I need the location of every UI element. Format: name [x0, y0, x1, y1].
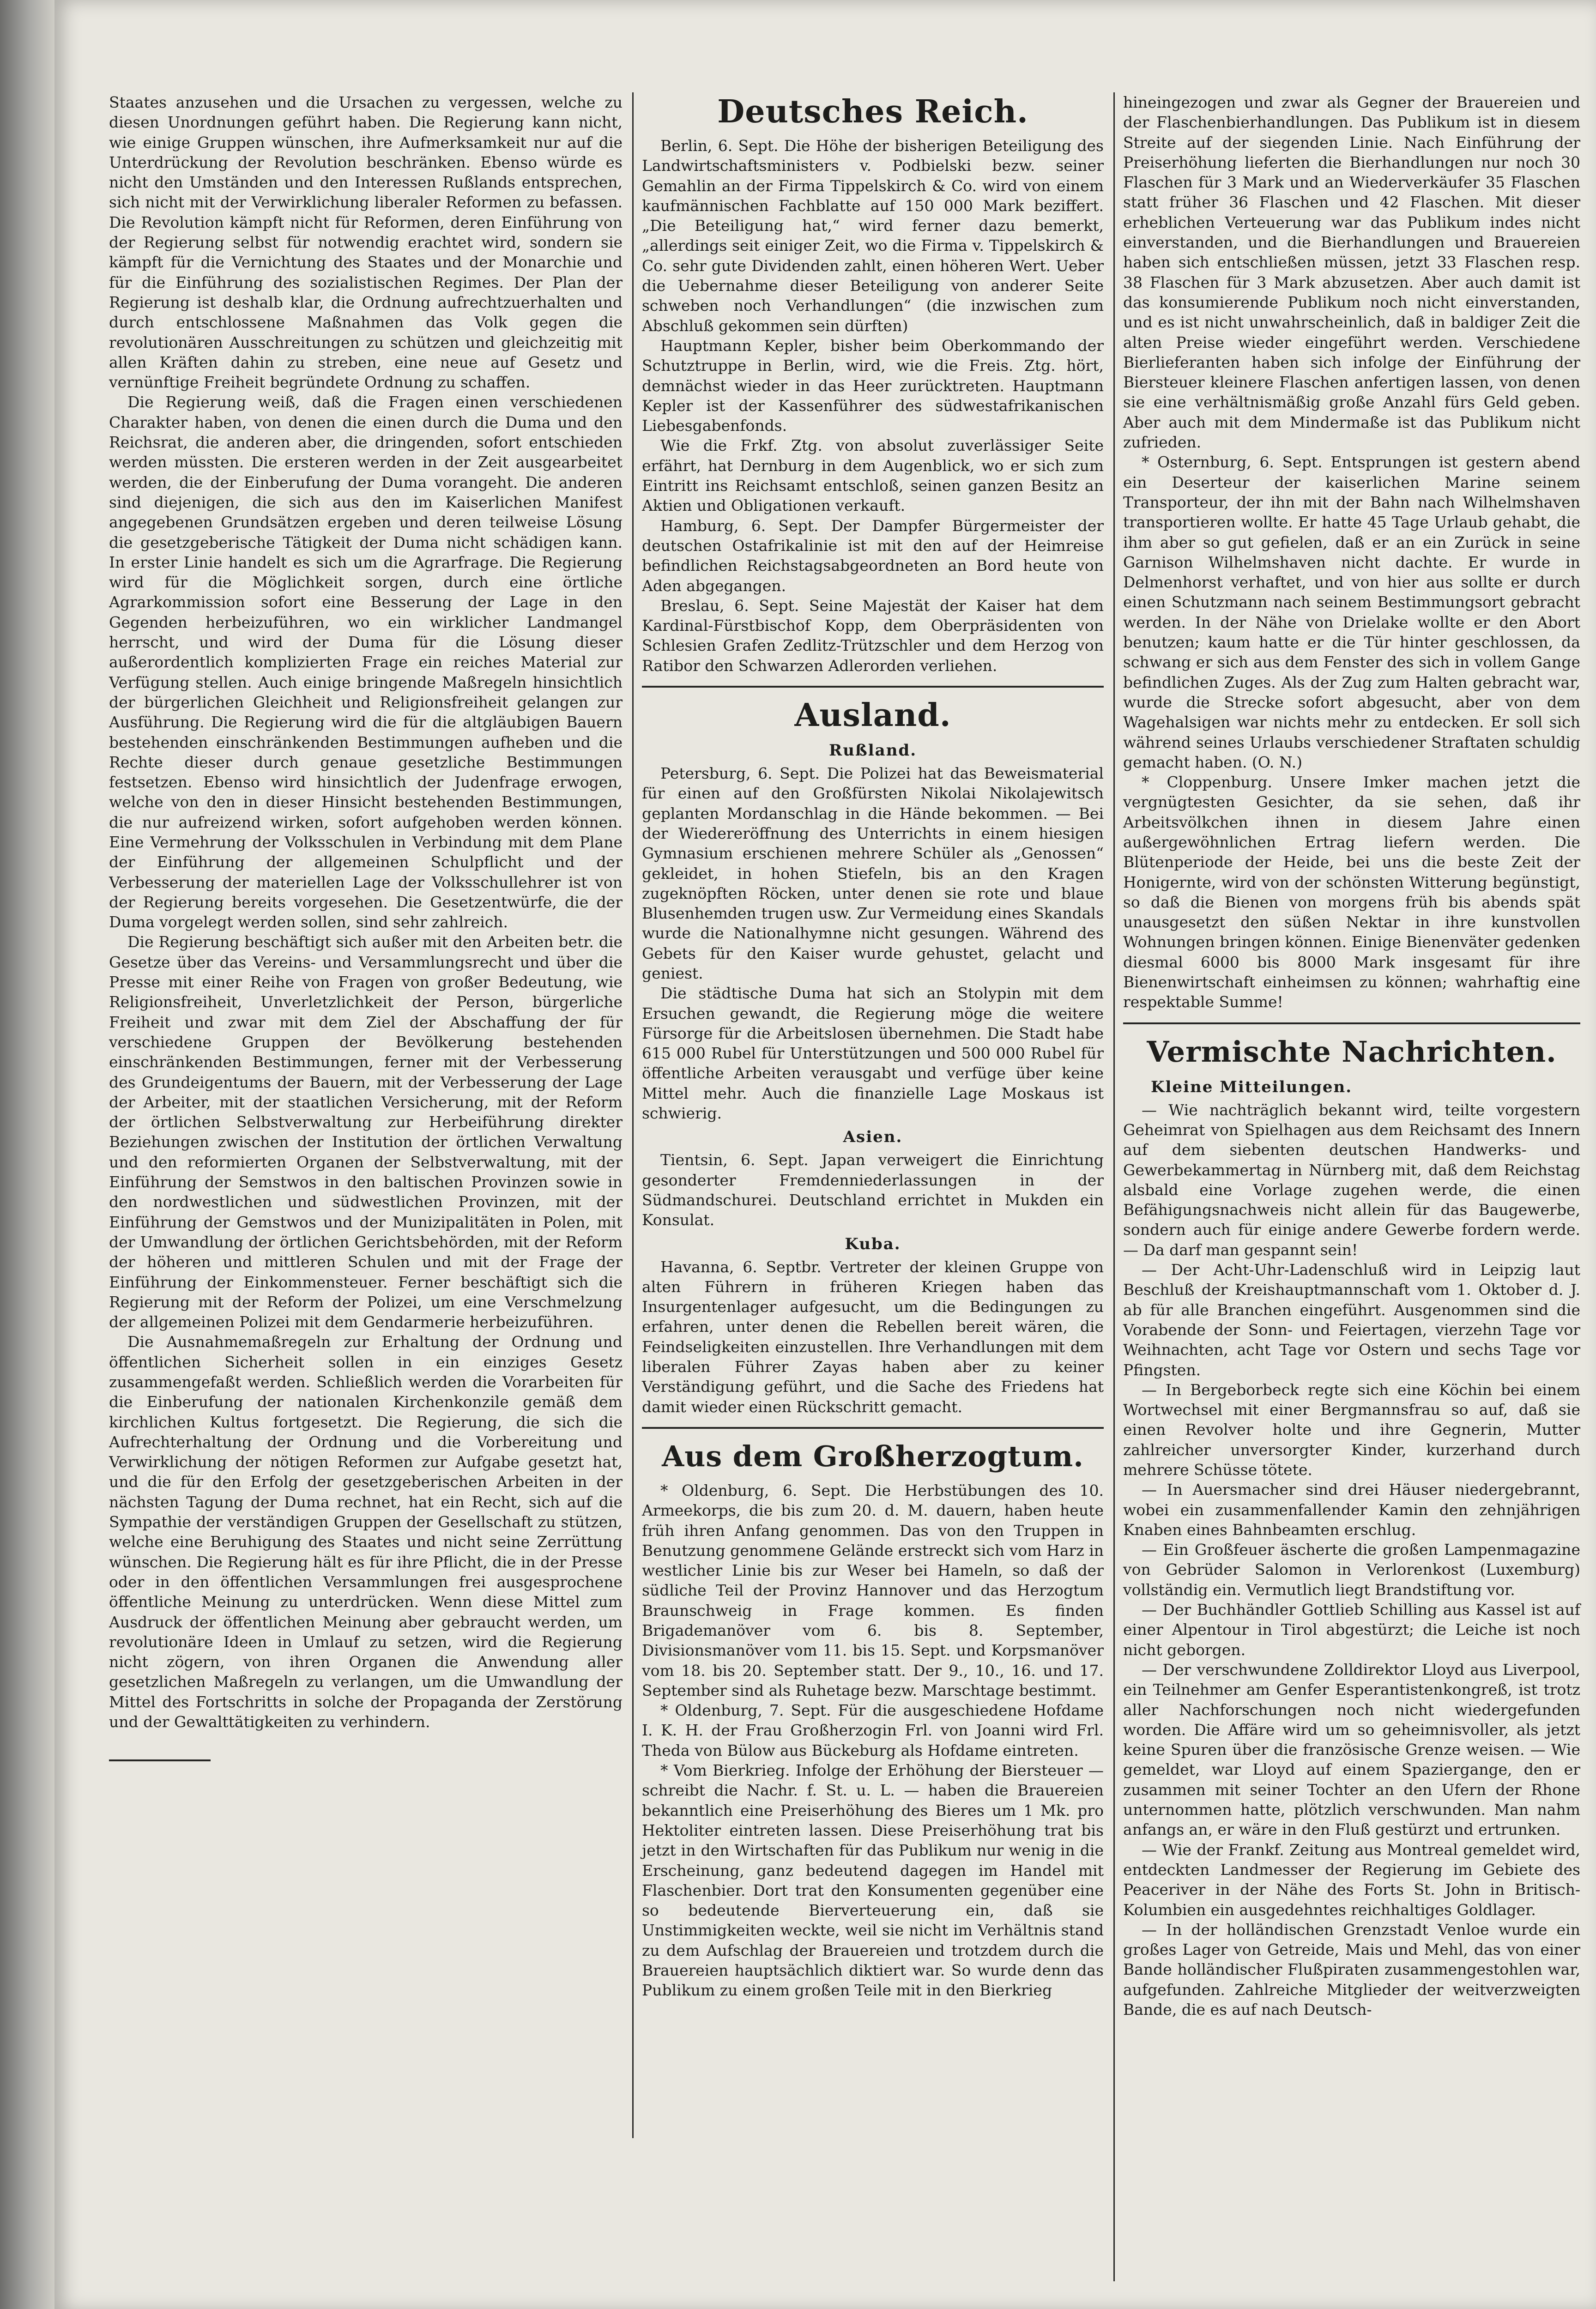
- news-item: * Osternburg, 6. Sept. Entsprungen ist gestern abend ein Deserteur der kaiserlichen Marine seinem Transporteur, der ihn mit der Bahn nach Wilhelmshaven transportieren wollte. Er hatte 45 Tage Urlaub gehabt, die ihm aber so gut gefielen, daß er an ein Zurück in seine Garnison Wilhelmshaven nicht dachte. Er wurde in Delmenhorst verhaftet, und von hier aus sollte er durch einen Schutzmann nach seinem Bestimmungsort gebracht werden. In der Nähe von Drielake wollte er den Abort benutzen; kaum hatte er die Tür hinter geschlossen, da schwang er sich aus dem Fenster des sich in vollem Gange befindlichen Zuges. Als der Zug zum Halten gebracht war, wurde die Strecke sofort abgesucht, aber von dem Wagehalsigen war nichts mehr zu entdecken. Er soll sich während seines Urlaubs verschiedener Straftaten schuldig gemacht haben. (O. N.): [1123, 453, 1580, 771]
- news-item: — Der Buchhändler Gottlieb Schilling aus Kassel ist auf einer Alpentour in Tirol abgestürzt; die Leiche ist noch nicht geborgen.: [1123, 1601, 1580, 1659]
- section-rule: [1123, 1022, 1580, 1024]
- article-paragraph: Die Regierung beschäftigt sich außer mit den Arbeiten betr. die Gesetze über das Vereins- und Versammlungsrecht und über die Presse mit einer Reihe von Fragen von großer Bedeutung, wie Religionsfreiheit, Unverletzlichkeit der Person, bürgerliche Freiheit und zwar mit dem Ziel der Abschaffung der für verschiedene Gruppen der Bevölkerung bestehenden einschränkenden Bestimmungen, ferner mit der Verbesserung des Grundeigentums der Bauern, mit der Verbesserung der Lage der Arbeiter, mit der staatlichen Versicherung, mit der Reform der örtlichen Selbstverwaltung zur Herbeiführung direkter Beziehungen zwischen der Institution der örtlichen Verwaltung und den reformierten Organen der Selbstverwaltung, mit der Einführung der Semstwos in den baltischen Provinzen sowie in den nordwestlichen und südwestlichen Provinzen, mit der Einführung der Gemstwos und der Munizipalitäten in Polen, mit der Umwandlung der örtlichen Gerichtsbehörden, mit der Reform der höheren und mittleren Schulen und mit der Frage der Einführung der Einkommensteuer. Ferner beschäftigt sich die Regierung mit der Reform der Polizei, um eine Verschmelzung der allgemeinen Polizei mit dem Gendarmerie herbeizuführen.: [109, 933, 623, 1331]
- section-heading-vermischte-nachrichten: Vermischte Nachrichten.: [1147, 1034, 1557, 1069]
- news-item: Die städtische Duma hat sich an Stolypin mit dem Ersuchen gewandt, die Regierung möge die weitere Fürsorge für die Arbeitslosen übernehmen. Die Stadt habe 615 000 Rubel für Unterstützungen und 500 000 Rubel für öffentliche Arbeiten verausgabt und verfüge über keine Mittel mehr. Auch die finanzielle Lage Moskaus ist schwierig.: [642, 984, 1104, 1123]
- news-item: — Der verschwundene Zolldirektor Lloyd aus Liverpool, ein Teilnehmer am Genfer Esperantistenkongreß, ist trotz aller Nachforschungen noch nicht wiedergefunden worden. Die Affäre wird um so geheimnisvoller, als jetzt keine Spuren über die französische Grenze weisen. — Wie gemeldet, war Lloyd auf einem Spaziergange, den er zusammen mit seiner Tochter an den Ufern der Rhone unternommen hatte, plötzlich verschwunden. Man nahm anfangs an, er wäre in den Fluß gestürzt und ertrunken.: [1123, 1660, 1580, 1839]
- news-item: — Wie der Frankf. Zeitung aus Montreal gemeldet wird, entdeckten Landmesser der Regierung im Gebiete des Peaceriver in der Nähe des Forts St. John in Britisch-Kolumbien ein ausgedehntes reichhaltiges Goldlager.: [1123, 1840, 1580, 1919]
- news-item: hineingezogen und zwar als Gegner der Brauereien und der Flaschenbierhandlungen. Das Publikum ist in diesem Streite auf der siegenden Linie. Nach Einführung der Preiserhöhung lieferten die Bierhandlungen nur noch 30 Flaschen für 3 Mark und an Wiederverkäufer 35 Flaschen statt früher 36 Flaschen und 42 Flaschen. Mit dieser erheblichen Verteuerung war das Publikum indes nicht einverstanden, und die Bierhandlungen und Brauereien haben sich entschließen müssen, jetzt 33 Flaschen resp. 38 Flaschen für 3 Mark abzusetzen. Aber auch damit ist das konsumierende Publikum noch nicht einverstanden, und es ist nicht unwahrscheinlich, daß in baldiger Zeit die alten Preise wieder eingeführt werden. Verschiedene Bierlieferanten haben sich infolge der Einführung der Biersteuer kleinere Flaschen anfertigen lassen, von denen sie eine verhältnismäßig große Anzahl fürs Geld geben. Aber auch mit dem Mindermaße ist das Publikum nicht zufrieden.: [1123, 93, 1580, 452]
- end-rule: [109, 1759, 211, 1761]
- section-heading-ausland: Ausland.: [794, 697, 951, 734]
- column-divider-2: [1113, 92, 1115, 2281]
- news-item: Havanna, 6. Septbr. Vertreter der kleinen Gruppe von alten Führern in früheren Kriegen haben das Insurgentenlager aufgesucht, um die Bedingungen zu erfahren, unter denen die Rebellen bereit wären, die Feindseligkeiten einzustellen. Ihre Verhandlungen mit dem liberalen Führer Zayas haben aber zu keiner Verständigung geführt, und die Sache des Friedens hat damit wieder einen Rückschritt gemacht.: [642, 1257, 1104, 1416]
- article-paragraph: Staates anzusehen und die Ursachen zu vergessen, welche zu diesen Unordnungen geführt haben. Die Regierung kann nicht, wie einige Gruppen wünschen, ihre Aufmerksamkeit nur auf die Unterdrückung der Revolution beschränken. Ebenso würde es nicht den Umständen und den Interessen Rußlands entsprechen, sich nicht mit der Verwirklichung liberaler Reformen zu befassen. Die Revolution kämpft nicht für Reformen, deren Einführung von der Regierung selbst für notwendig erachtet wird, sondern sie kämpft für die Vernichtung des Staates und der Monarchie und für die Einführung des sozialistischen Regimes. Der Plan der Regierung ist deshalb klar, die Ordnung aufrechtzuerhalten und durch entschlossene Maßnahmen das Volk gegen die revolutionären Ausschreitungen zu schützen und gleichzeitig mit allen Kräften dahin zu streben, eine neue auf Gesetz und vernünftige Freiheit begründete Ordnung zu schaffen.: [109, 93, 623, 392]
- news-item: — Wie nachträglich bekannt wird, teilte vorgestern Geheimrat von Spielhagen aus dem Reichsamt des Innern auf dem siebenten deutschen Handwerks- und Gewerbekammertag in Nürnberg mit, daß dem Reichstag alsbald eine Vorlage zugehen werde, die einen Befähigungsnachweis nicht allein für das Baugewerbe, sondern auch für einige andere Gewerbe fordern werde. — Da darf man gespannt sein!: [1123, 1100, 1580, 1259]
- news-item: — In der holländischen Grenzstadt Venloe wurde ein großes Lager von Getreide, Mais und Mehl, das von einer Bande holländischer Flußpiraten zusammengestohlen war, aufgefunden. Zahlreiche Mitglieder der weitverzweigten Bande, die es auf nach Deutsch-: [1123, 1920, 1580, 2019]
- column-1: [109, 92, 623, 1761]
- subheading-asien: Asien.: [843, 1128, 903, 1147]
- news-item: Berlin, 6. Sept. Die Höhe der bisherigen Beteiligung des Landwirtschaftsministers v. Podbielski bezw. seiner Gemahlin an der Firma Tippelskirch & Co. wird von einem kaufmännischen Fachblatte auf 150 000 Mark beziffert. „Die Beteiligung hat,“ wird ferner dazu bemerkt, „allerdings seit einiger Zeit, wo die Firma v. Tippelskirch & Co. sehr gute Dividenden zahlt, einen höheren Wert. Ueber die Uebernahme dieser Beteiligung von anderer Seite schweben noch Verhandlungen“ (die inzwischen zum Abschluß gekommen sein dürften): [642, 137, 1104, 335]
- news-item: — In Bergeborbeck regte sich eine Köchin bei einem Wortwechsel mit einer Bergmannsfrau so auf, daß sie einen Revolver holte und ihre Gegnerin, Mutter zahlreicher unversorgter Kinder, kurzerhand durch mehrere Schüsse tötete.: [1123, 1380, 1580, 1479]
- column-2: [642, 92, 1104, 2001]
- news-item: * Oldenburg, 6. Sept. Die Herbstübungen des 10. Armeekorps, die bis zum 20. d. M. dauern, haben heute früh ihren Anfang genommen. Das von den Truppen in Benutzung genommene Gelände erstreckt sich vom Harz in westlicher Linie bis zur Weser bei Hameln, so daß der südliche Teil der Provinz Hannover und das Herzogtum Braunschweig in Frage kommen. Es finden Brigademanöver vom 6. bis 8. September, Divisionsmanöver vom 11. bis 15. Sept. und Korpsmanöver vom 18. bis 20. September statt. Der 9., 10., 16. und 17. September sind als Ruhetage bezw. Marschtage bestimmt.: [642, 1481, 1104, 1699]
- article-paragraph: Die Ausnahmemaßregeln zur Erhaltung der Ordnung und öffentlichen Sicherheit sollen in ein einziges Gesetz zusammengefaßt werden. Schließlich werden die Vorarbeiten für die Einberufung der nationalen Kirchenkonzile gemäß dem kirchlichen Kultus fortgesetzt. Die Regierung, die sich die Aufrechterhaltung der Ordnung und die Vorbereitung und Verwirklichung der nötigen Reformen zur Aufgabe gesetzt hat, und die für den Erfolg der gesetzgeberischen Arbeiten in der nächsten Tagung der Duma rechnet, hat ein Recht, sich auf die Sympathie der verständigen Gruppen der Gesellschaft zu stützen, welche eine Beruhigung des Staates und nicht seine Zerrüttung wünschen. Die Regierung hält es für ihre Pflicht, die in der Presse oder in den öffentlichen Versammlungen frei ausgesprochene öffentliche Meinung zu unterdrücken. Wenn diese Mittel zum Ausdruck der öffentlichen Meinung aber gebraucht werden, um revolutionäre Ideen in Umlauf zu setzen, wird die Regierung nicht zögern, von ihren Organen die Anwendung aller gesetzlichen Maßregeln zu verlangen, um die Umwandlung der Mittel des Fortschritts in solche der Propaganda der Zerstörung und der Gewalttätigkeiten zu verhindern.: [109, 1333, 623, 1731]
- section-heading-deutsches-reich: Deutsches Reich.: [717, 93, 1028, 130]
- section-rule: [642, 1427, 1104, 1429]
- subheading-russland: Rußland.: [828, 741, 917, 760]
- news-item: Hamburg, 6. Sept. Der Dampfer Bürgermeister der deutschen Ostafrikalinie ist mit den auf der Heimreise befindlichen Reichstagsabgeordneten an Bord heute von Aden abgegangen.: [642, 516, 1104, 595]
- section-heading-grossherzogtum: Aus dem Großherzogtum.: [662, 1439, 1084, 1473]
- subheading-kleine-mitteilungen: Kleine Mitteilungen.: [1151, 1077, 1353, 1096]
- column-divider-1: [632, 92, 634, 2138]
- news-item: * Vom Bierkrieg. Infolge der Erhöhung der Biersteuer — schreibt die Nachr. f. St. u. L. — haben die Brauereien bekanntlich eine Preiserhöhung des Bieres um 1 Mk. pro Hektoliter eintreten lassen. Diese Preiserhöhung trat bis jetzt in den Wirtschaften für das Publikum nur wenig in die Erscheinung, ganz bedeutend dagegen im Handel mit Flaschenbier. Dort trat den Konsumenten gegenüber eine so bedeutende Bierverteuerung ein, daß sie Unstimmigkeiten weckte, weil sie nicht im Verhältnis stand zu dem Aufschlag der Brauereien und trotzdem durch die Brauereien hauptsächlich diktiert war. So wurde denn das Publikum zu einem großen Teile mit in den Bierkrieg: [642, 1761, 1104, 2000]
- news-item: — In Auersmacher sind drei Häuser niedergebrannt, wobei ein zusammenfallender Kamin den zehnjährigen Knaben eines Bahnbeamten erschlug.: [1123, 1481, 1580, 1539]
- news-item: * Cloppenburg. Unsere Imker machen jetzt die vergnügtesten Gesichter, da sie sehen, daß ihr Arbeitsvölkchen ihnen in diesem Jahre einen außergewöhnlichen Ertrag liefern werden. Die Blütenperiode der Heide, bei uns die beste Zeit der Honigernte, wird von der schönsten Witterung begünstigt, so daß die Bienen von morgens früh bis abends spät unausgesetzt den süßen Nektar in ihre kunstvollen Wohnungen bringen können. Einige Bienenväter gedenken diesmal 6000 bis 8000 Mark insgesamt für ihre Bienenwirtschaft einheimsen zu können; wahrhaftig eine respektable Summe!: [1123, 773, 1580, 1011]
- news-item: Breslau, 6. Sept. Seine Majestät der Kaiser hat dem Kardinal-Fürstbischof Kopp, dem Oberpräsidenten von Schlesien Grafen Zedlitz-Trützschler und dem Herzog von Ratibor den Schwarzen Adlerorden verliehen.: [642, 596, 1104, 675]
- news-item: — Der Acht-Uhr-Ladenschluß wird in Leipzig laut Beschluß der Kreishauptmannschaft vom 1. Oktober d. J. ab für alle Branchen eingeführt. Ausgenommen sind die Vorabende der Sonn- und Feiertagen, vierzehn Tage vor Weihnachten, acht Tage vor Ostern und sechs Tage vor Pfingsten.: [1123, 1261, 1580, 1379]
- news-item: Hauptmann Kepler, bisher beim Oberkommando der Schutztruppe in Berlin, wird, wie die Freis. Ztg. hört, demnächst wieder in das Heer zurücktreten. Hauptmann Kepler ist der Kassenführer des südwestafrikanischen Liebesgabenfonds.: [642, 336, 1104, 435]
- section-rule: [642, 686, 1104, 688]
- news-item: * Oldenburg, 7. Sept. Für die ausgeschiedene Hofdame I. K. H. der Frau Großherzogin Frl. von Joanni wird Frl. Theda von Bülow aus Bückeburg als Hofdame eintreten.: [642, 1701, 1104, 1759]
- news-item: Tientsin, 6. Sept. Japan verweigert die Einrichtung gesonderter Fremdenniederlassungen in der Südmandschurei. Deutschland errichtet in Mukden ein Konsulat.: [642, 1151, 1104, 1229]
- news-item: — Ein Großfeuer äscherte die großen Lampenmagazine von Gebrüder Salomon in Verlorenkost (Luxemburg) vollständig ein. Vermutlich liegt Brandstiftung vor.: [1123, 1541, 1580, 1599]
- book-gutter-edge: [0, 0, 54, 2309]
- article-paragraph: Die Regierung weiß, daß die Fragen einen verschiedenen Charakter haben, von denen die einen durch die Duma und den Reichsrat, die anderen aber, die dringenden, sofort entschieden werden müssten. Die ersteren werden in der Zeit ausgearbeitet werden, die der Einberufung der Duma vorangeht. Die anderen sind diejenigen, die sich aus den im Kaiserlichen Manifest angegebenen Grundsätzen ergeben und deren teilweise Lösung die gesetzgeberische Tätigkeit der Duma nicht schädigen kann. In erster Linie handelt es sich um die Agrarfrage. Die Regierung wird für die Möglichkeit sorgen, durch eine örtliche Agrarkommission sofort eine Besserung der Lage in den Gegenden herbeizuführen, wo ein wirklicher Landmangel herrscht, und wird der Duma für die Lösung dieser außerordentlich komplizierten Frage ein reiches Material zur Verfügung stellen. Auch einige bringende Maßregeln hinsichtlich der bürgerlichen Gleichheit und Religionsfreiheit gelangen zur Ausführung. Die Regierung wird die für die altgläubigen Bauern bestehenden einschränkenden Bestimmungen aufheben und die Rechte dieser durch genaue gesetzliche Bestimmungen festsetzen. Ebenso wird hinsichtlich der Judenfrage erwogen, welche von den in dieser Hinsicht bestehenden Bestimmungen, die nur aufreizend wirken, sofort aufgehoben werden können. Eine Vermehrung der Volksschulen in Verbindung mit dem Plane der Einführung der allgemeinen Schulpflicht und der Verbesserung der materiellen Lage der Volksschullehrer ist von der Regierung bereits vorgesehen. Die Gesetzentwürfe, die der Duma vorgelegt werden sollen, sind sehr zahlreich.: [109, 393, 623, 931]
- news-item: Petersburg, 6. Sept. Die Polizei hat das Beweismaterial für einen auf den Großfürsten Nikolai Nikolajewitsch geplanten Mordanschlag in die Hände bekommen. — Bei der Wiedereröffnung des Unterrichts in einem hiesigen Gymnasium erschienen mehrere Schüler als „Genossen“ gekleidet, in hohen Stiefeln, bis an den Kragen zugeknöpften Röcken, unter denen sie rote und blaue Blusenhemden trugen usw. Zur Vermeidung eines Skandals wurde die Nationalhymne nicht gesungen. Während des Gebets für den Kaiser wurde gehustet, gelacht und geniest.: [642, 764, 1104, 982]
- column-3: [1123, 92, 1580, 2019]
- news-item: Wie die Frkf. Ztg. von absolut zuverlässiger Seite erfährt, hat Dernburg in dem Augenblick, wo er sich zum Eintritt ins Reichsamt entschloß, seinen ganzen Besitz an Aktien und Obligationen verkauft.: [642, 436, 1104, 515]
- subheading-kuba: Kuba.: [845, 1234, 901, 1253]
